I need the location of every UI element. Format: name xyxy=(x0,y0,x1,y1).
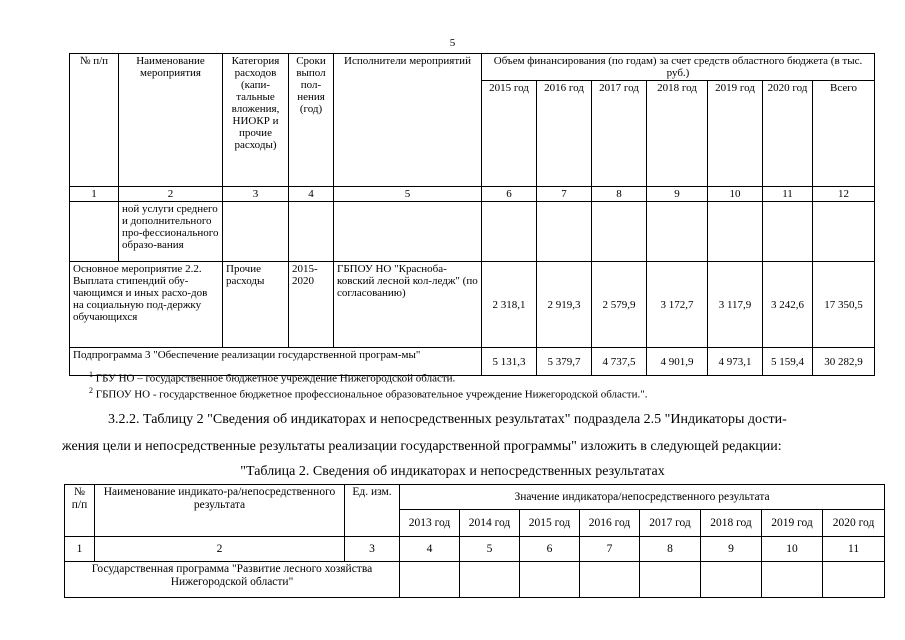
col-number: 9 xyxy=(701,537,762,562)
header-year: 2018 год xyxy=(701,510,762,537)
header-value: Значение индикатора/непосредственного результата xyxy=(400,485,885,510)
indicators-table xyxy=(64,484,885,598)
header-name: Наименование мероприятия xyxy=(119,54,223,187)
col-number: 3 xyxy=(345,537,400,562)
activity-name: Основное мероприятие 2.2. Выплата стипендий обу-чающимся и иных расхо-дов на социальную под-держку обучающихся xyxy=(70,262,223,348)
value-cell: 5 159,4 xyxy=(763,348,813,376)
footnote-mark: 2 xyxy=(89,386,93,395)
paragraph-line: 3.2.2. Таблицу 2 "Сведения об индикаторах и непосредственных результатах" подраздела 2.5 "Индикаторы дости- xyxy=(108,412,787,427)
page-number: 5 xyxy=(449,37,456,49)
header-year: 2020 год xyxy=(823,510,885,537)
activity-terms: 2015-2020 xyxy=(289,262,334,348)
footnote-text: ГБПОУ НО - государственное бюджетное профессиональное образовательное учреждение Нижегородской области.". xyxy=(95,388,648,401)
program-title: Государственная программа "Развитие лесного хозяйства Нижегородской области" xyxy=(65,562,400,598)
value-cell: 4 973,1 xyxy=(708,348,763,376)
footnote xyxy=(89,384,647,402)
col-number: 8 xyxy=(592,187,647,202)
value-total: 17 350,5 xyxy=(813,262,875,348)
header-year: 2019 год xyxy=(762,510,823,537)
header-name: Наименование индикато-ра/непосредственного результата xyxy=(95,485,345,537)
value-cell: 2 919,3 xyxy=(537,262,592,348)
value-cell: 5 379,7 xyxy=(537,348,592,376)
col-number: 2 xyxy=(95,537,345,562)
header-year: 2014 год xyxy=(460,510,520,537)
header-year: 2019 год xyxy=(708,81,763,187)
header-category: Категория расходов (капи-тальные вложения, НИОКР и прочие расходы) xyxy=(223,54,289,187)
funding-table xyxy=(69,53,875,376)
header-year: 2017 год xyxy=(592,81,647,187)
header-year: 2015 год xyxy=(482,81,537,187)
col-number: 6 xyxy=(482,187,537,202)
header-year: 2017 год xyxy=(640,510,701,537)
col-number: 4 xyxy=(289,187,334,202)
col-number: 7 xyxy=(537,187,592,202)
col-number: 12 xyxy=(813,187,875,202)
header-funding: Объем финансирования (по годам) за счет средств областного бюджета (в тыс. руб.) xyxy=(482,54,875,81)
header-year: 2020 год xyxy=(763,81,813,187)
header-year: 2018 год xyxy=(647,81,708,187)
value-total: 30 282,9 xyxy=(813,348,875,376)
col-number: 11 xyxy=(823,537,885,562)
header-unit: Ед. изм. xyxy=(345,485,400,537)
footnote xyxy=(89,368,455,386)
header-year: 2015 год xyxy=(520,510,580,537)
col-number: 10 xyxy=(708,187,763,202)
table2-caption: "Таблица 2. Сведения об индикаторах и непосредственных результатах xyxy=(240,464,665,479)
col-number: 5 xyxy=(334,187,482,202)
header-year: 2016 год xyxy=(580,510,640,537)
col-number: 5 xyxy=(460,537,520,562)
header-num: № п/п xyxy=(65,485,95,537)
header-terms: Сроки выпол пол-нения (год) xyxy=(289,54,334,187)
col-number: 1 xyxy=(70,187,119,202)
footnote-text: ГБУ НО – государственное бюджетное учреждение Нижегородской области. xyxy=(95,372,456,385)
value-cell: 2 579,9 xyxy=(592,262,647,348)
col-number: 7 xyxy=(580,537,640,562)
col-number: 4 xyxy=(400,537,460,562)
footnote-mark: 1 xyxy=(89,370,93,379)
value-cell: 3 117,9 xyxy=(708,262,763,348)
value-cell: 4 737,5 xyxy=(592,348,647,376)
header-total: Всего xyxy=(813,81,875,187)
value-cell: 5 131,3 xyxy=(482,348,537,376)
continued-row-name: ной услуги среднего и дополнительного про-фессионального образо-вания xyxy=(119,202,223,262)
col-number: 2 xyxy=(119,187,223,202)
subprogram-name: Подпрограмма 3 "Обеспечение реализации государственной програм-мы" xyxy=(70,348,482,376)
header-year: 2016 год xyxy=(537,81,592,187)
activity-category: Прочие расходы xyxy=(223,262,289,348)
value-cell: 3 242,6 xyxy=(763,262,813,348)
value-cell: 3 172,7 xyxy=(647,262,708,348)
value-cell: 4 901,9 xyxy=(647,348,708,376)
col-number: 10 xyxy=(762,537,823,562)
header-num: № п/п xyxy=(70,54,119,187)
col-number: 8 xyxy=(640,537,701,562)
paragraph-line: жения цели и непосредственные результаты реализации государственной программы" изложить в следующей редакции: xyxy=(62,439,782,454)
col-number: 1 xyxy=(65,537,95,562)
header-executors: Исполнители мероприятий xyxy=(334,54,482,187)
col-number: 6 xyxy=(520,537,580,562)
header-year: 2013 год xyxy=(400,510,460,537)
activity-executor: ГБПОУ НО "Красноба-ковский лесной кол-ледж" (по согласованию) xyxy=(334,262,482,348)
col-number: 3 xyxy=(223,187,289,202)
col-number: 11 xyxy=(763,187,813,202)
value-cell: 2 318,1 xyxy=(482,262,537,348)
col-number: 9 xyxy=(647,187,708,202)
